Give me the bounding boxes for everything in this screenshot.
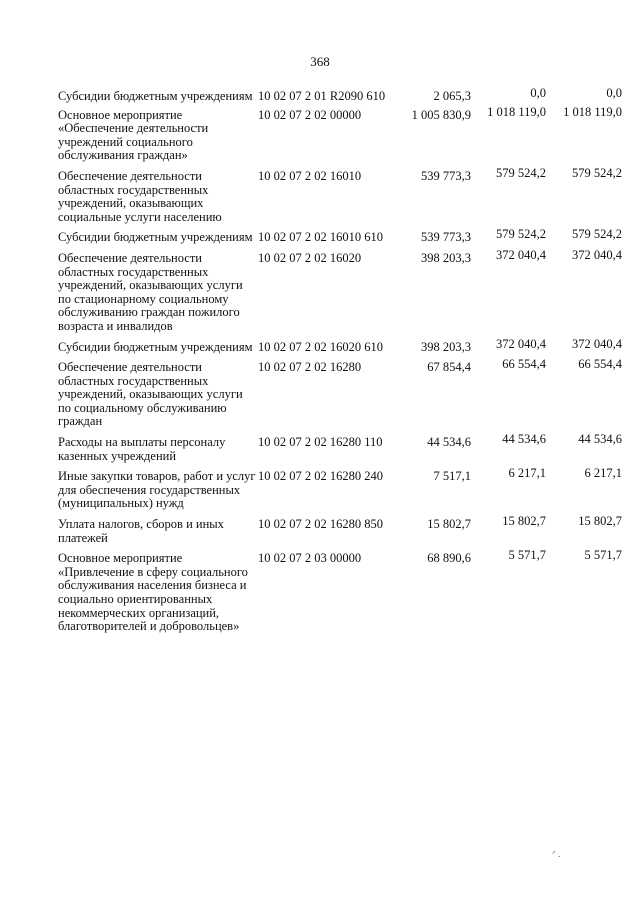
row-value-2: 372 040,4 bbox=[496, 247, 546, 262]
row-name: Обеспечение деятельности областных государственных учреждений, оказывающих социальные услуги населению bbox=[58, 168, 222, 224]
row-code: 10 02 07 2 02 16280 240 bbox=[258, 469, 383, 484]
row-value-1: 7 517,1 bbox=[433, 469, 471, 484]
row-value-3: 5 571,7 bbox=[584, 548, 622, 563]
row-value-2: 6 217,1 bbox=[508, 466, 546, 481]
row-value-2: 0,0 bbox=[530, 86, 546, 100]
row-value-1: 539 773,3 bbox=[421, 168, 471, 183]
row-value-2: 66 554,4 bbox=[502, 357, 546, 372]
row-code: 10 02 07 2 02 16280 850 bbox=[258, 517, 383, 532]
row-value-3: 372 040,4 bbox=[572, 247, 622, 262]
table-row bbox=[58, 432, 630, 463]
row-value-2: 579 524,2 bbox=[496, 227, 546, 242]
row-code: 10 02 07 2 02 16020 bbox=[258, 250, 362, 265]
row-value-3: 6 217,1 bbox=[584, 466, 622, 481]
row-name: Основное мероприятие «Обеспечение деятельности учреждений социального обслуживания граждан» bbox=[58, 107, 209, 163]
row-code: 10 02 07 2 02 16280 bbox=[258, 360, 362, 375]
row-value-2: 15 802,7 bbox=[502, 514, 546, 529]
row-name: Обеспечение деятельности областных государственных учреждений, оказывающих услуги по социальному обслуживанию граждан bbox=[58, 360, 243, 429]
row-value-3: 15 802,7 bbox=[578, 514, 622, 529]
row-name: Обеспечение деятельности областных государственных учреждений, оказывающих услуги по стационарному социальному обслуживанию граждан пожилого возраста и инвалидов bbox=[58, 250, 243, 333]
row-code: 10 02 07 2 02 16020 610 bbox=[258, 339, 383, 354]
table-row bbox=[58, 86, 630, 104]
row-name: Основное мероприятие «Привлечение в сферу социального обслуживания населения бизнеса и социально ориентированных некоммерческих организаций, благотворителей и добровольцев» bbox=[58, 551, 248, 634]
row-code: 10 02 07 2 02 16010 610 bbox=[258, 230, 383, 245]
table-row bbox=[58, 357, 630, 429]
row-value-3: 66 554,4 bbox=[578, 357, 622, 372]
row-value-1: 68 890,6 bbox=[427, 551, 471, 566]
row-value-3: 0,0 bbox=[606, 86, 622, 100]
table-row bbox=[58, 466, 630, 511]
row-value-2: 372 040,4 bbox=[496, 336, 546, 351]
table-row bbox=[58, 165, 630, 224]
row-value-3: 372 040,4 bbox=[572, 336, 622, 351]
table-row bbox=[58, 548, 630, 634]
row-value-1: 1 005 830,9 bbox=[411, 107, 471, 122]
row-code: 10 02 07 2 02 16010 bbox=[258, 168, 362, 183]
budget-table bbox=[58, 86, 630, 634]
table-row bbox=[58, 514, 630, 545]
row-name: Субсидии бюджетным учреждениям bbox=[58, 339, 253, 354]
page-number: 368 bbox=[310, 54, 330, 69]
table-row bbox=[58, 104, 630, 163]
row-code: 10 02 07 2 02 00000 bbox=[258, 107, 362, 122]
row-code: 10 02 07 2 02 16280 110 bbox=[258, 435, 383, 450]
row-name: Субсидии бюджетным учреждениям bbox=[58, 230, 253, 245]
row-value-1: 67 854,4 bbox=[427, 360, 471, 375]
row-name: Уплата налогов, сборов и иных платежей bbox=[58, 517, 224, 545]
row-value-2: 1 018 119,0 bbox=[487, 104, 546, 119]
scan-speck: ᐟ . bbox=[552, 849, 561, 859]
row-name: Расходы на выплаты персоналу казенных учреждений bbox=[58, 435, 226, 463]
row-code: 10 02 07 2 03 00000 bbox=[258, 551, 362, 566]
row-value-1: 15 802,7 bbox=[427, 517, 471, 532]
row-value-1: 398 203,3 bbox=[421, 250, 471, 265]
row-value-3: 579 524,2 bbox=[572, 165, 622, 180]
row-value-1: 44 534,6 bbox=[427, 435, 471, 450]
row-value-3: 579 524,2 bbox=[572, 227, 622, 242]
row-value-1: 2 065,3 bbox=[433, 89, 471, 103]
row-value-2: 5 571,7 bbox=[508, 548, 546, 563]
row-value-1: 539 773,3 bbox=[421, 230, 471, 245]
row-value-1: 398 203,3 bbox=[421, 339, 471, 354]
row-value-2: 44 534,6 bbox=[502, 432, 546, 447]
row-value-3: 44 534,6 bbox=[578, 432, 622, 447]
row-name: Иные закупки товаров, работ и услуг для обеспечения государственных (муниципальных) нужд bbox=[58, 469, 256, 511]
row-code: 10 02 07 2 01 R2090 610 bbox=[258, 89, 386, 103]
table-row bbox=[58, 247, 630, 334]
row-value-2: 579 524,2 bbox=[496, 165, 546, 180]
row-value-3: 1 018 119,0 bbox=[563, 104, 622, 119]
row-name: Субсидии бюджетным учреждениям bbox=[58, 89, 253, 103]
table-row bbox=[58, 336, 630, 355]
table-row bbox=[58, 227, 630, 245]
